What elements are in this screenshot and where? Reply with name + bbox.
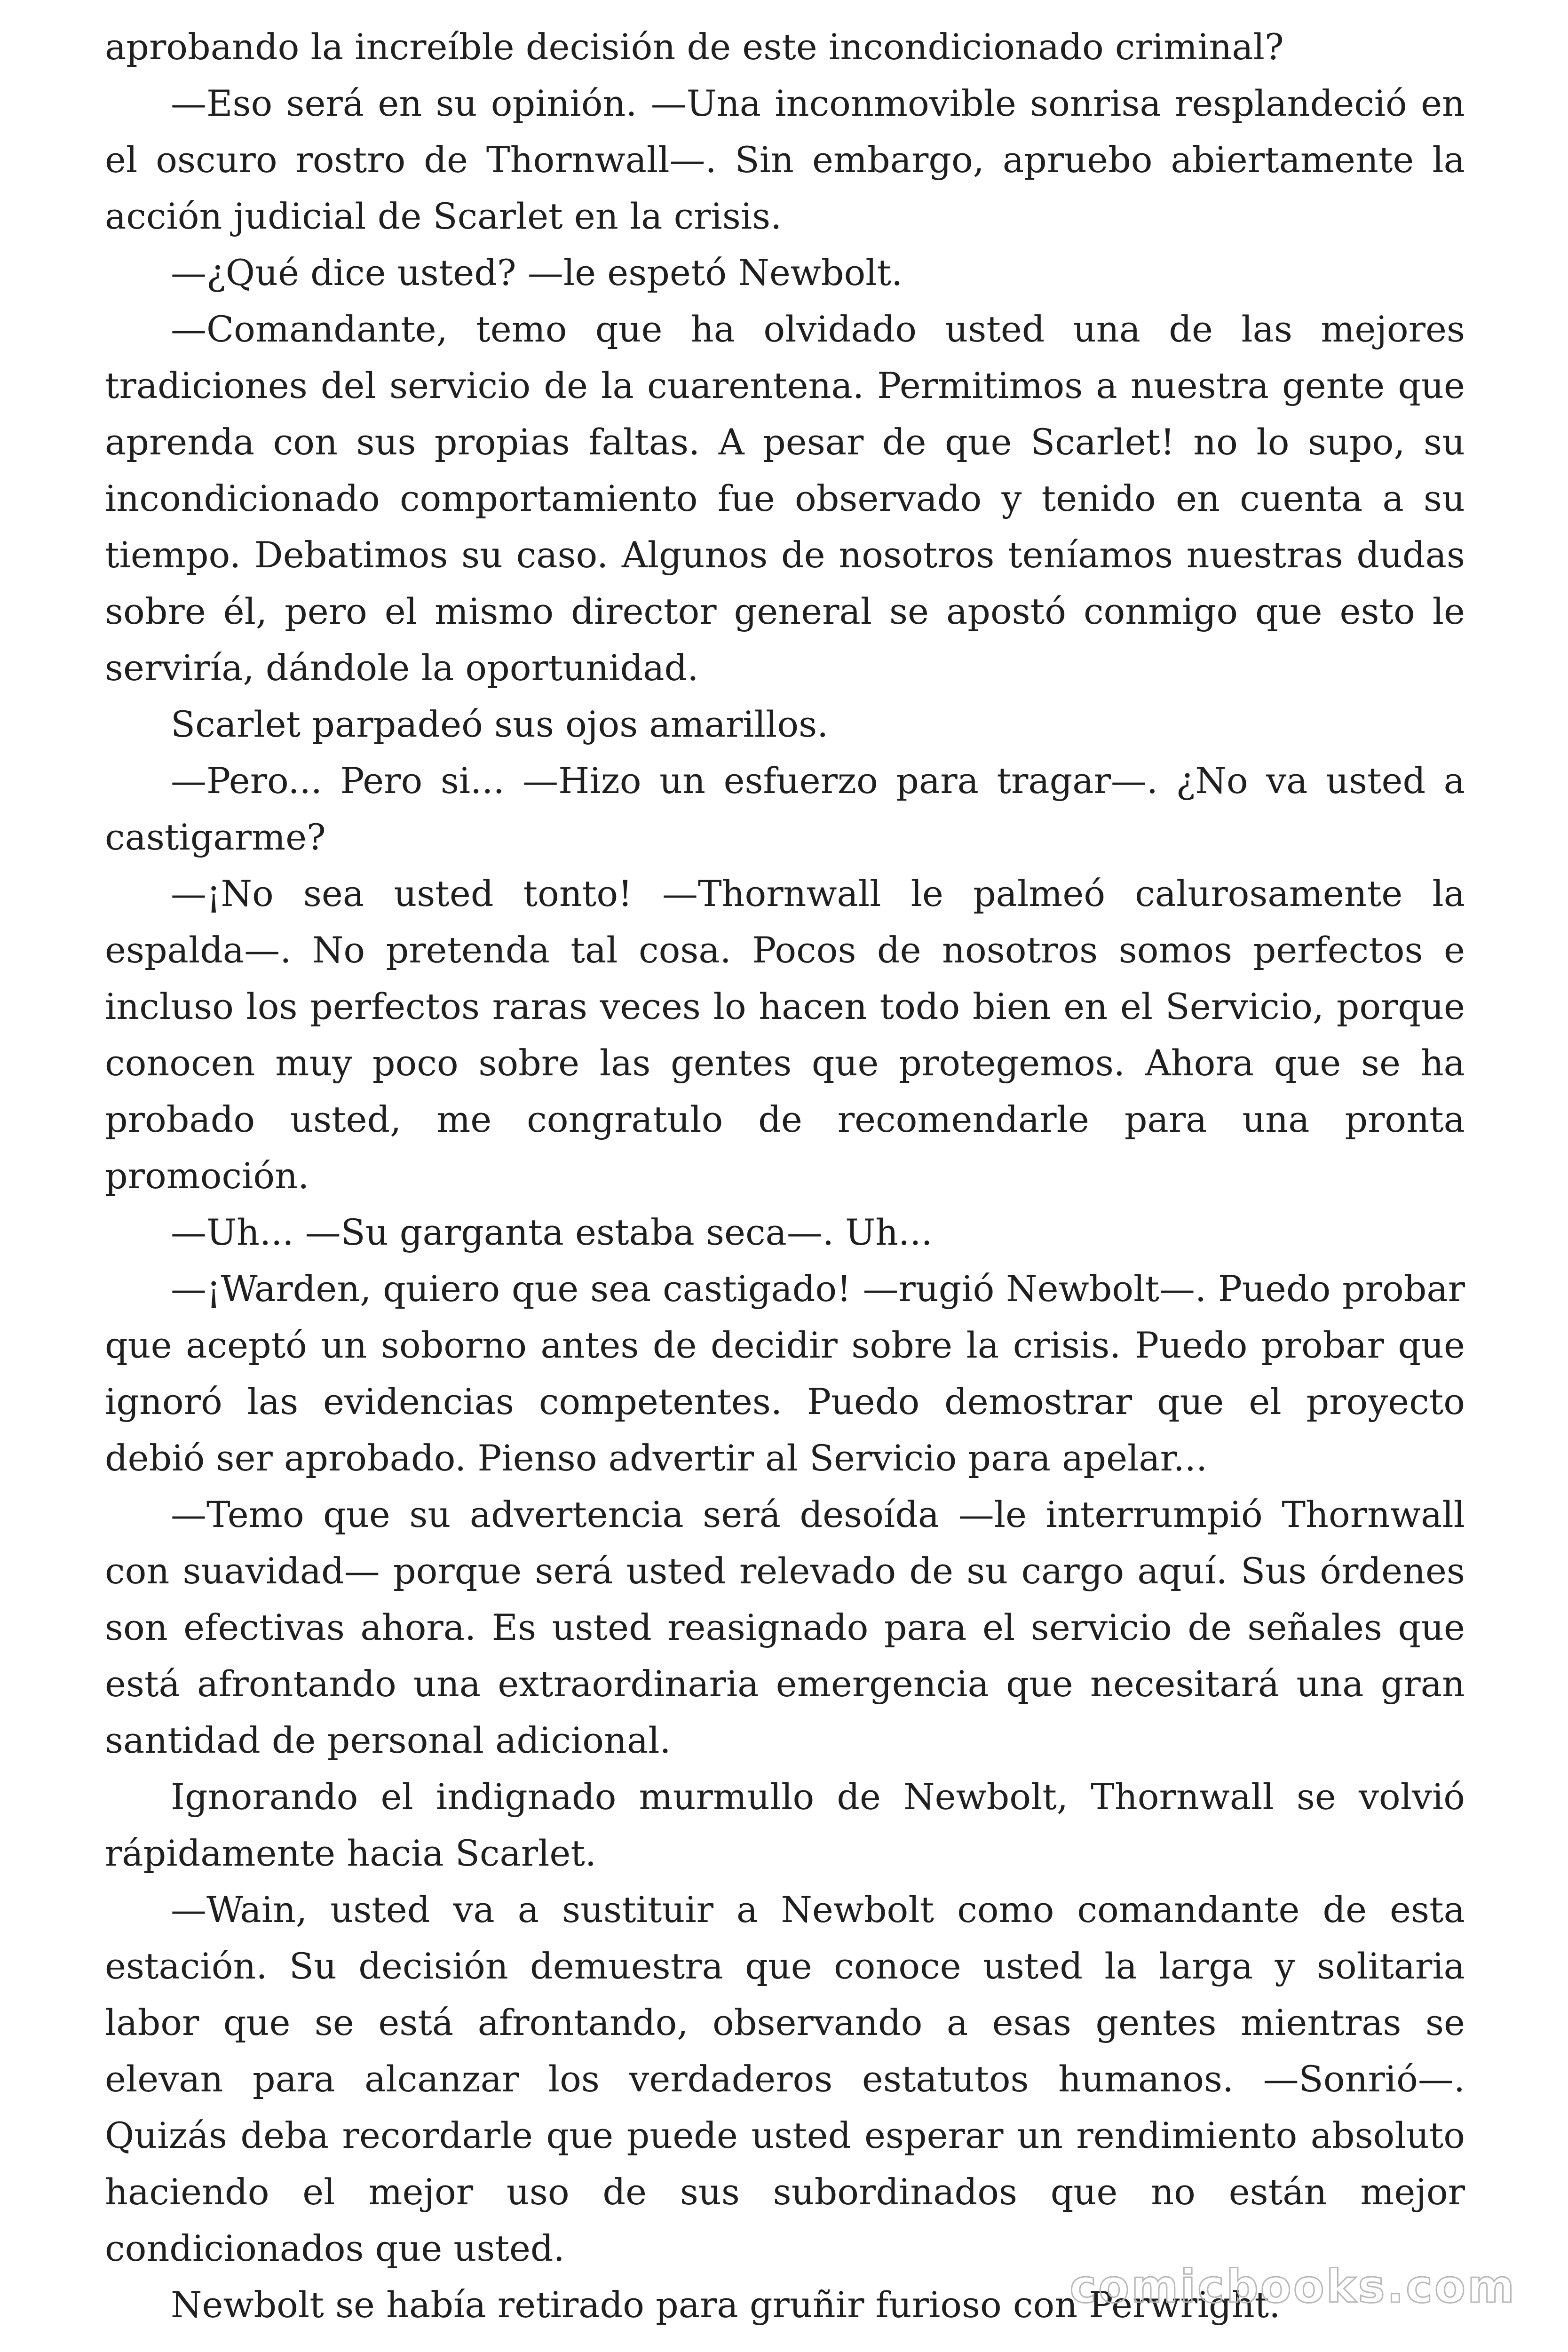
paragraph: —¡No sea usted tonto! —Thornwall le palmeó calurosamente la espalda—. No pretenda tal cosa. Pocos de nosotros somos perfectos e incluso los perfectos raras veces lo hacen todo bien en el Servicio, porque conocen muy poco sobre las gentes que protegemos. Ahora que se ha probado usted, me congratulo de recomendarle para una pronta promoción. <box>105 873 1465 1197</box>
paragraph: aprobando la increíble decisión de este incondicionado criminal? <box>105 26 1284 68</box>
page-body <box>105 19 1465 2333</box>
paragraph: —Temo que su advertencia será desoída —le interrumpió Thornwall con suavidad— porque será usted relevado de su cargo aquí. Sus órdenes son efectivas ahora. Es usted reasignado para el servicio de señales que está afrontando una extraordinaria emergencia que necesitará una gran santidad de personal adicional. <box>105 1494 1465 1761</box>
paragraph: —Comandante, temo que ha olvidado usted una de las mejores tradiciones del servicio de la cuarentena. Permitimos a nuestra gente que aprenda con sus propias faltas. A pesar de que Scarlet! no lo supo, su incondicionado comportamiento fue observado y tenido en cuenta a su tiempo. Debatimos su caso. Algunos de nosotros teníamos nuestras dudas sobre él, pero el mismo director general se apostó conmigo que esto le serviría, dándole la oportunidad. <box>105 308 1465 689</box>
paragraph: —¿Qué dice usted? —le espetó Newbolt. <box>171 252 903 294</box>
paragraph: Scarlet parpadeó sus ojos amarillos. <box>171 703 829 745</box>
paragraph: Newbolt se había retirado para gruñir furioso con Perwright. <box>171 2284 1281 2326</box>
paragraph: —Pero... Pero si... —Hizo un esfuerzo para tragar—. ¿No va usted a castigarme? <box>105 760 1465 858</box>
paragraph: —Eso será en su opinión. —Una inconmovible sonrisa resplandeció en el oscuro rostro de Thornwall—. Sin embargo, apruebo abiertamente la acción judicial de Scarlet en la crisis. <box>105 82 1465 237</box>
paragraph: —¡Warden, quiero que sea castigado! —rugió Newbolt—. Puedo probar que aceptó un soborno antes de decidir sobre la crisis. Puedo probar que ignoró las evidencias competentes. Puedo demostrar que el proyecto debió ser aprobado. Pienso advertir al Servicio para apelar... <box>105 1268 1465 1479</box>
paragraph: —Wain, usted va a sustituir a Newbolt como comandante de esta estación. Su decisión demuestra que conoce usted la larga y solitaria labor que se está afrontando, observando a esas gentes mientras se elevan para alcanzar los verdaderos estatutos humanos. —Sonrió—. Quizás deba recordarle que puede usted esperar un rendimiento absoluto haciendo el mejor uso de sus subordinados que no están mejor condicionados que usted. <box>105 1889 1465 2269</box>
paragraph: Ignorando el indignado murmullo de Newbolt, Thornwall se volvió rápidamente hacia Scarlet. <box>105 1776 1465 1874</box>
paragraph: —Uh... —Su garganta estaba seca—. Uh... <box>171 1211 933 1253</box>
watermark: comicbooks.com <box>1069 2260 1516 2313</box>
